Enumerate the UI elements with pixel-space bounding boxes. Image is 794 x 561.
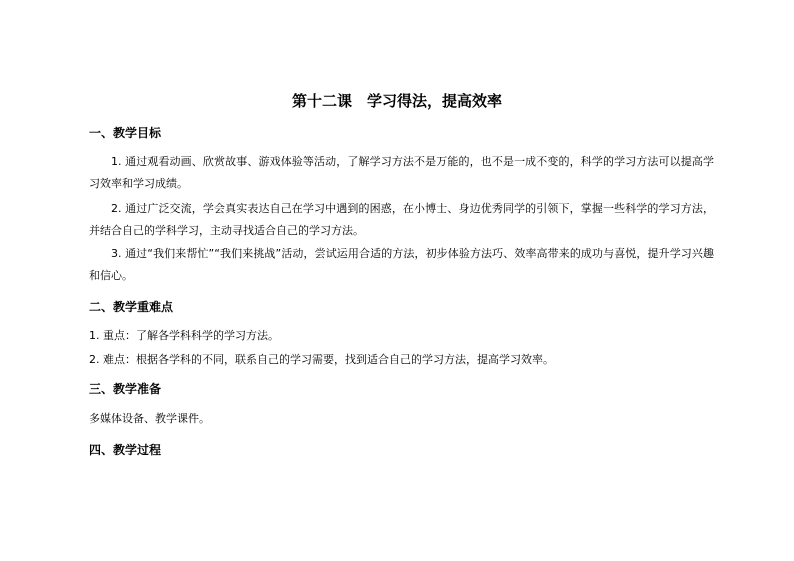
section-heading-preparation: 三、教学准备 <box>89 382 162 396</box>
section-heading-process: 四、教学过程 <box>89 443 162 457</box>
section-heading-key-points: 二、教学重难点 <box>89 300 174 314</box>
preparation-text: 多媒体设备、教学课件。 <box>89 412 210 425</box>
lesson-title: 第十二课 学习得法，提高效率 <box>291 92 502 110</box>
key-point-item-2: 2. 难点：根据各学科的不同，联系自己的学习需要，找到适合自己的学习方法，提高学习效率。 <box>89 353 554 366</box>
objective-paragraph-1: 1. 通过观看动画、欣赏故事、游戏体验等活动，了解学习方法不是万能的，也不是一成不变的，科学的学习方法可以提高学习效率和学习成绩。 <box>89 155 714 190</box>
key-point-item-1: 1. 重点：了解各学科科学的学习方法。 <box>89 329 279 342</box>
objective-paragraph-2: 2. 通过广泛交流，学会真实表达自己在学习中遇到的困惑，在小博士、身边优秀同学的引领下，掌握一些科学的学习方法，并结合自己的学科学习，主动寻找适合自己的学习方法。 <box>89 202 714 237</box>
section-heading-objectives: 一、教学目标 <box>89 126 162 140</box>
objective-paragraph-3: 3. 通过“我们来帮忙”“我们来挑战”活动，尝试运用合适的方法，初步体验方法巧、效率高带来的成功与喜悦，提升学习兴趣和信心。 <box>89 247 714 282</box>
